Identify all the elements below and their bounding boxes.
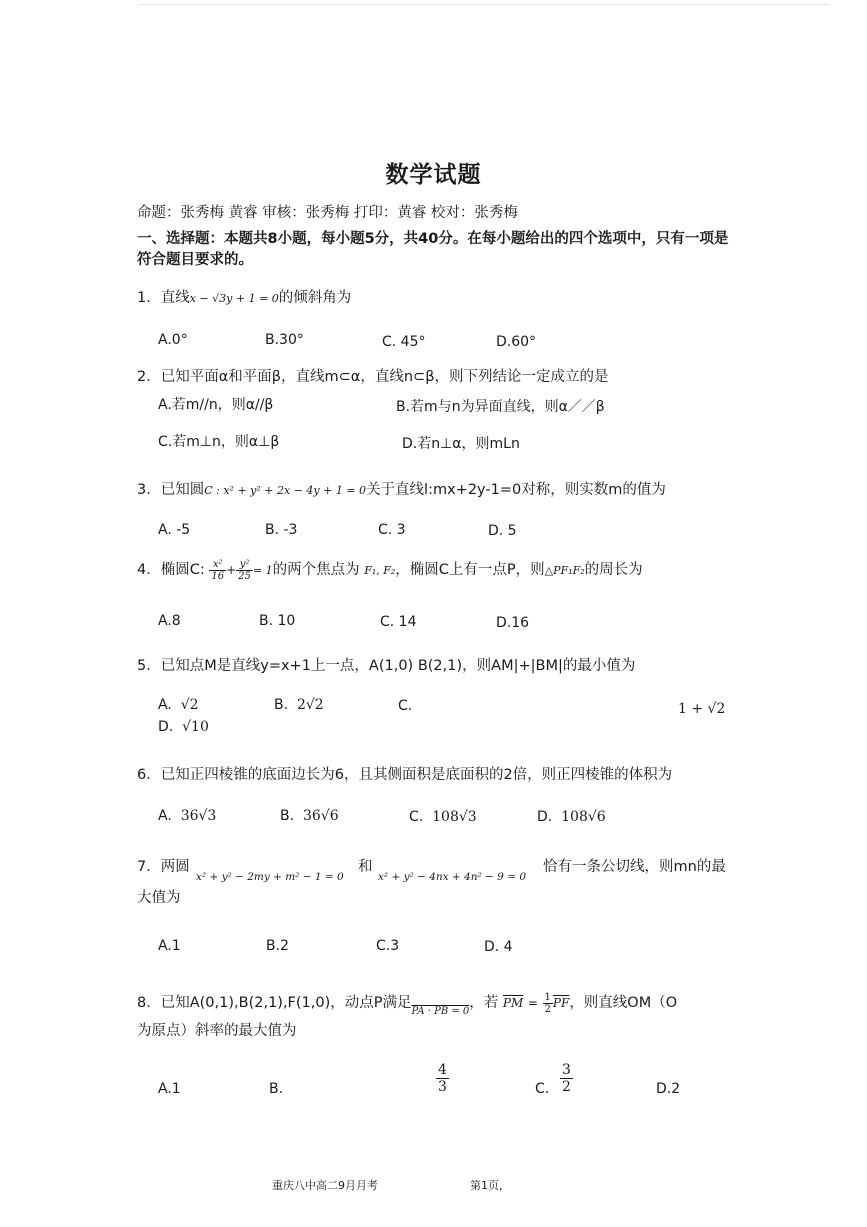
q2-option-b: B.若m与n为异面直线，则α／／β <box>396 399 605 415</box>
q1-option-d: D.60° <box>496 334 537 350</box>
q5-option-c-value: 1 + √2 <box>678 701 726 717</box>
q2-option-a: A.若m//n，则α//β <box>158 397 274 413</box>
q1-option-b: B.30° <box>265 332 304 348</box>
q4-eq: = 1 <box>252 564 273 577</box>
q3-option-a: A. -5 <box>158 522 191 538</box>
q7-suffix: 恰有一条公切线，则mn的最 <box>543 859 726 875</box>
q2-option-d: D.若n⊥α，则mLn <box>402 436 520 452</box>
q8-option-c-label: C. <box>535 1081 550 1097</box>
q7-formula-2: x² + y² − 4nx + 4n² − 9 = 0 <box>378 871 527 883</box>
q5-option-d: D. √10 <box>158 719 209 735</box>
question-4: 4．椭圆C: $\frac{\text{x²}}{16}$ + $\frac{\text{y²}}{25}$ = 1的两个焦点为 F₁, F₂，椭圆C上有一点P，则△PF₁F₂的周长为 <box>137 558 643 582</box>
q4-prefix: 4．椭圆C: <box>137 562 205 578</box>
q6-option-d: D. 108√6 <box>537 809 606 825</box>
q7-and: 和 <box>358 859 373 875</box>
q8-mid: ，若 <box>469 995 499 1011</box>
q2-option-c: C.若m⊥n，则α⊥β <box>158 434 280 450</box>
q8-vec-pf: $\overline{PF}$ <box>552 996 570 1010</box>
question-7-prefix: 7．两圆 <box>137 859 190 875</box>
section-header: 一、选择题：本题共8小题，每小题5分，共40分。在每小题给出的四个选项中，只有一项是符合题目要求的。 <box>137 231 729 268</box>
q8-line2: 为原点）斜率的最大值为 <box>137 1023 297 1039</box>
q7-option-b: B.2 <box>266 938 289 954</box>
q8-prefix: 8．已知A(0,1),B(2,1),F(1,0)，动点P满足 <box>137 995 412 1011</box>
q4-mid2: ，椭圆C上有一点P，则 <box>395 562 545 578</box>
question-6: 6．已知正四棱锥的底面边长为6，且其侧面积是底面积的2倍，则正四棱锥的体积为 <box>137 767 673 783</box>
q5-option-b: B. 2√2 <box>274 697 324 713</box>
question-2: 2．已知平面α和平面β，直线m⊂α，直线n⊂β，则下列结论一定成立的是 <box>137 369 609 385</box>
q8-condition: PA · PB = 0 <box>411 1006 470 1017</box>
footer-exam-name: 重庆八中高二9月月考 <box>272 1179 378 1192</box>
q3-option-c: C. 3 <box>378 522 406 538</box>
q4-suffix: 的周长为 <box>584 562 643 578</box>
q7-line2: 大值为 <box>137 890 181 906</box>
q4-option-c: C. 14 <box>380 614 417 630</box>
q8-half: $\frac{1}{2}$ <box>544 991 551 1015</box>
q8-option-d: D.2 <box>656 1081 681 1097</box>
scan-edge-line <box>140 4 830 5</box>
q4-triangle: △PF₁F₂ <box>544 564 585 577</box>
q3-option-d: D. 5 <box>488 523 517 539</box>
q4-option-b: B. 10 <box>259 613 296 629</box>
q8-suffix: ，则直线OM（O <box>569 995 678 1011</box>
q1-suffix: 的倾斜角为 <box>278 290 352 306</box>
q7-formula-1: x² + y² − 2my + m² − 1 = 0 <box>196 871 344 883</box>
question-5: 5．已知点M是直线y=x+1上一点，A(1,0) B(2,1)，则AM|+|BM|的最小值为 <box>137 658 636 674</box>
q8-option-c-value: $\frac{3}{2}$ <box>562 1062 571 1095</box>
q8-option-a: A.1 <box>158 1081 181 1097</box>
q7-option-c: C.3 <box>376 938 400 954</box>
q4-frac-y: $\frac{\text{y²}}{25}$ <box>238 558 251 582</box>
q4-option-a: A.8 <box>158 613 181 629</box>
q6-option-b: B. 36√6 <box>280 808 339 824</box>
q4-frac-x: $\frac{\text{x²}}{16}$ <box>211 558 225 582</box>
q1-option-c: C. 45° <box>382 334 426 350</box>
question-8: 8．已知A(0,1),B(2,1),F(1,0)，动点P满足$_{PA \cdot PB = 0}$，若 $\overline{PM}$ = $\frac{1}{2}$ $\overline{PF}$，则直线OM（O <box>137 991 678 1017</box>
q3-formula: C : x² + y² + 2x − 4y + 1 = 0 <box>204 484 367 497</box>
q5-option-a: A. √2 <box>158 697 199 713</box>
question-3 <box>137 478 666 499</box>
q8-option-b-label: B. <box>269 1081 284 1097</box>
page-title: 数学试题 <box>385 162 482 188</box>
q3-option-b: B. -3 <box>265 522 298 538</box>
footer-page-number: 第1页， <box>470 1179 510 1192</box>
q5-option-c-label: C. <box>398 698 413 714</box>
q3-suffix: 关于直线l:mx+2y-1=0对称，则实数m的值为 <box>366 482 666 498</box>
q1-formula: x − √3y + 1 = 0 <box>189 292 279 305</box>
q4-foci: F₁, F₂ <box>364 564 396 577</box>
q1-option-a: A.0° <box>158 332 188 348</box>
question-1 <box>137 286 351 307</box>
credits-line: 命题：张秀梅 黄睿 审核：张秀梅 打印：黄睿 校对：张秀梅 <box>137 205 518 221</box>
q4-option-d: D.16 <box>496 615 530 631</box>
q3-prefix: 3．已知圆 <box>137 482 205 498</box>
q6-option-c: C. 108√3 <box>409 809 477 825</box>
q6-option-a: A. 36√3 <box>158 808 217 824</box>
q7-option-a: A.1 <box>158 938 181 954</box>
q4-mid1: 的两个焦点为 <box>272 562 360 578</box>
q8-option-b-value: $\frac{4}{3}$ <box>438 1062 447 1095</box>
q8-vec-pm: $\overline{PM}$ <box>502 996 524 1010</box>
q1-prefix: 1．直线 <box>137 290 190 306</box>
q7-option-d: D. 4 <box>484 939 513 955</box>
